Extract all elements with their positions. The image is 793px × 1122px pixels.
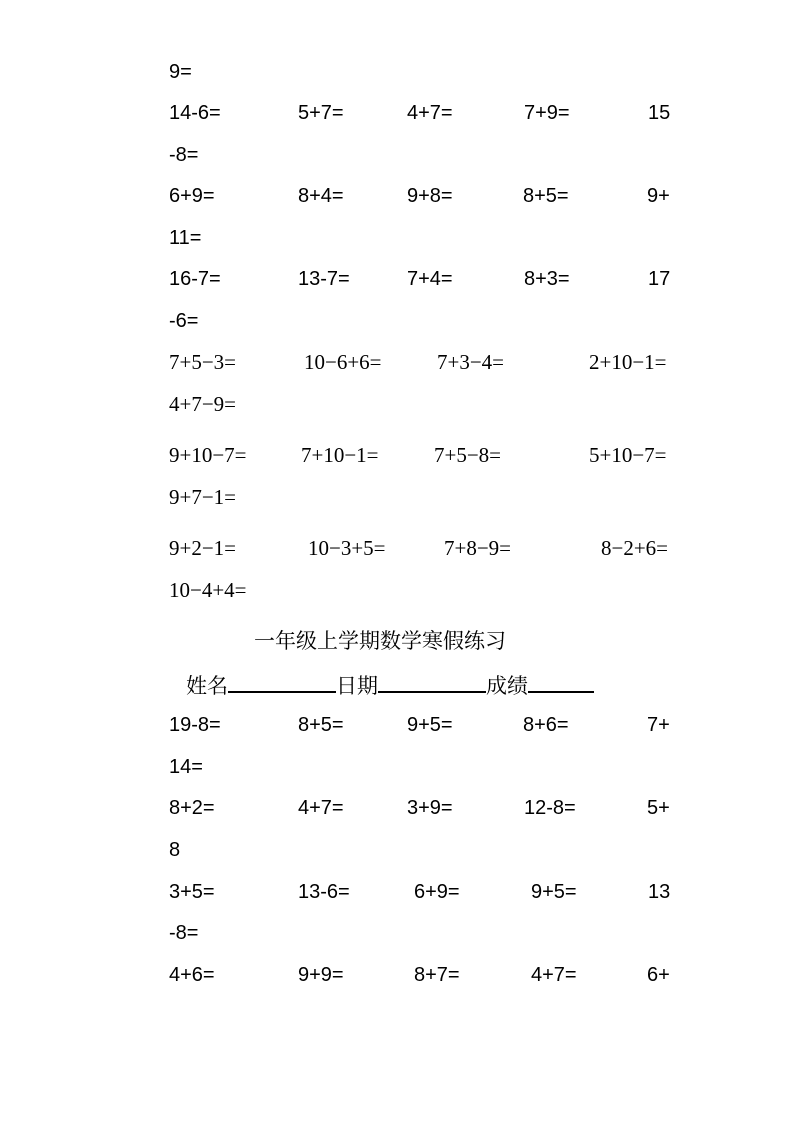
problem-line (0, 140, 793, 170)
problem: 4+6= (169, 964, 215, 986)
problem: 7+5−8= (434, 443, 502, 467)
problem: 8+5= (298, 714, 344, 736)
problem-line (0, 575, 793, 605)
problem: -8= (169, 144, 199, 166)
problem: 10−3+5= (308, 536, 386, 560)
worksheet-title: 一年级上学期数学寒假练习 (254, 629, 506, 653)
problem: -8= (169, 922, 199, 944)
problem: 6+ (647, 964, 670, 986)
problem: 9+5= (407, 714, 453, 736)
problem: 9+5= (531, 881, 577, 903)
problem: 8+5= (523, 185, 569, 207)
problem-line (0, 482, 793, 512)
problem: 8+3= (524, 268, 570, 290)
problem: 4+7= (298, 797, 344, 819)
problem-line (0, 918, 793, 948)
problem: 10−4+4= (169, 578, 247, 602)
score-label: 成绩 (486, 674, 528, 698)
problem: 13-6= (298, 881, 350, 903)
problem: 14-6= (169, 102, 221, 124)
problem-line (0, 835, 793, 865)
problem: 7+10−1= (301, 443, 379, 467)
problem: 7+9= (524, 102, 570, 124)
problem: 8+2= (169, 797, 215, 819)
problem-line (0, 752, 793, 782)
problem: 10−6+6= (304, 350, 382, 374)
problem: 9+2−1= (169, 536, 237, 560)
problem: -6= (169, 310, 199, 332)
problem: 3+5= (169, 881, 215, 903)
problem: 8+7= (414, 964, 460, 986)
name-blank (228, 669, 336, 693)
problem: 3+9= (407, 797, 453, 819)
problem: 8+4= (298, 185, 344, 207)
problem-line (0, 960, 793, 990)
score-blank (528, 669, 594, 693)
problem: 14= (169, 756, 203, 778)
problem-line (0, 223, 793, 253)
problem-line (0, 98, 793, 128)
problem: 9+9= (298, 964, 344, 986)
problem: 9+ (647, 185, 670, 207)
problem-line (0, 793, 793, 823)
date-blank (378, 669, 486, 693)
problem: 4+7−9= (169, 392, 237, 416)
name-label: 姓名 (186, 674, 228, 698)
problem-line (0, 710, 793, 740)
problem: 19-8= (169, 714, 221, 736)
problem: 4+7= (407, 102, 453, 124)
problem-line (0, 389, 793, 419)
student-info-row (186, 669, 594, 701)
problem: 9+10−7= (169, 443, 247, 467)
problem: 6+9= (414, 881, 460, 903)
problem: 7+5−3= (169, 350, 237, 374)
problem-line (0, 440, 793, 470)
problem: 6+9= (169, 185, 215, 207)
problem: 15 (648, 102, 671, 124)
problem-line (0, 264, 793, 294)
problem: 5+ (647, 797, 670, 819)
problem: 5+10−7= (589, 443, 667, 467)
problem: 9+7−1= (169, 485, 237, 509)
problem: 11= (169, 227, 202, 249)
problem: 7+3−4= (437, 350, 505, 374)
problem: 17 (648, 268, 671, 290)
problem: 5+7= (298, 102, 344, 124)
date-label: 日期 (336, 674, 378, 698)
problem: 7+4= (407, 268, 453, 290)
problem-line (0, 181, 793, 211)
problem: 7+8−9= (444, 536, 512, 560)
problem: 13 (648, 881, 671, 903)
problem-line (0, 533, 793, 563)
problem-line (0, 306, 793, 336)
problem: 9+8= (407, 185, 453, 207)
problem: 9= (169, 61, 192, 83)
problem-line (0, 347, 793, 377)
problem: 8 (169, 839, 181, 861)
problem: 4+7= (531, 964, 577, 986)
problem: 8−2+6= (601, 536, 669, 560)
problem-line (0, 877, 793, 907)
problem: 16-7= (169, 268, 221, 290)
problem-line (0, 57, 793, 87)
problem: 13-7= (298, 268, 350, 290)
problem: 2+10−1= (589, 350, 667, 374)
problem: 8+6= (523, 714, 569, 736)
problem: 7+ (647, 714, 670, 736)
problem: 12-8= (524, 797, 576, 819)
